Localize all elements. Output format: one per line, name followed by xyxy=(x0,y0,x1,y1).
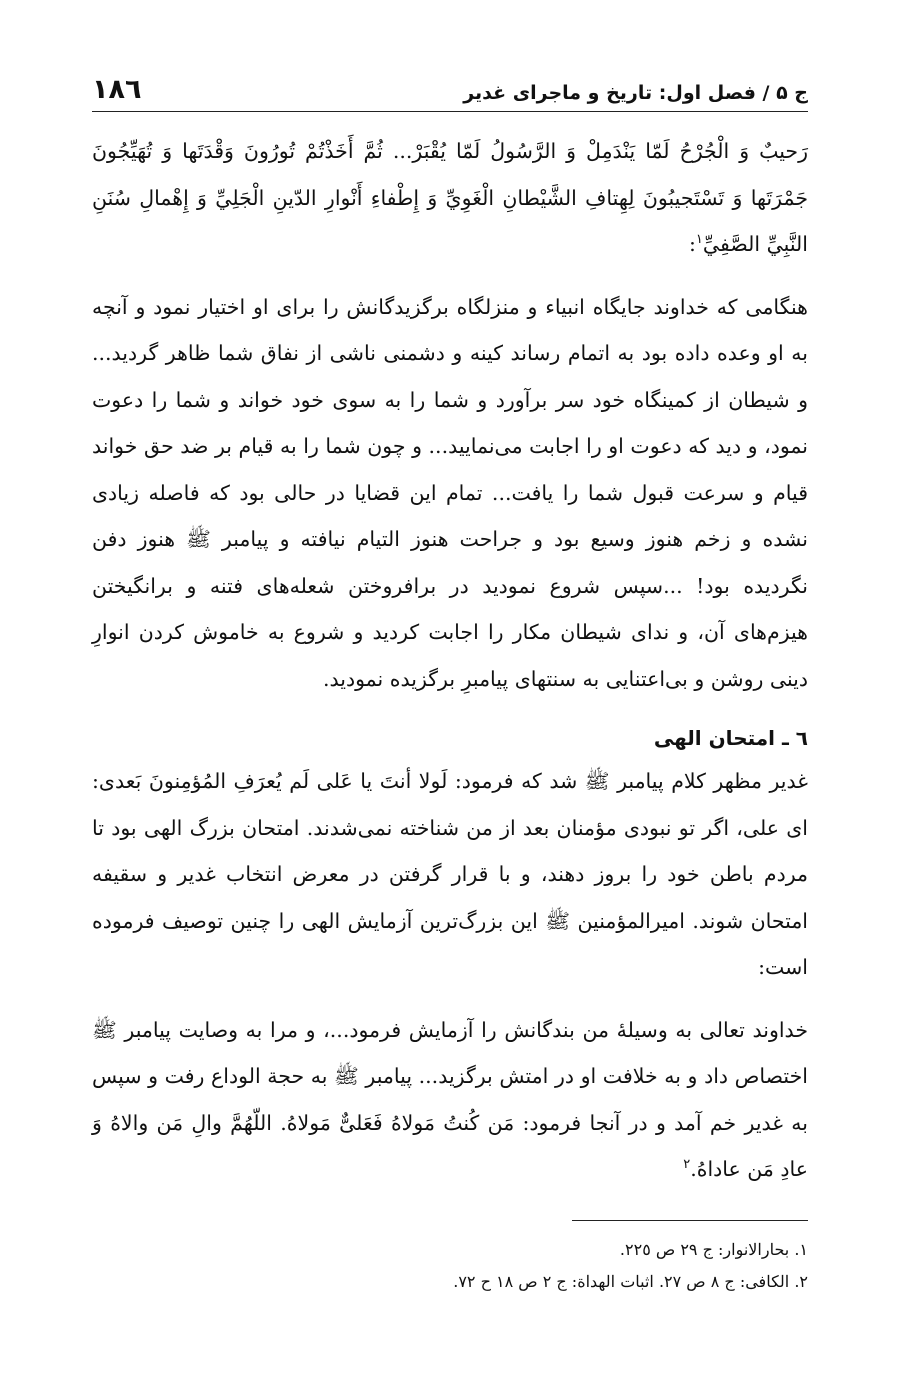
footnote-2: ٢. الکافی: ج ٨ ص ٢٧. اثبات الهداة: ج ٢ ص ١٨ ح ٧٢. xyxy=(453,1272,808,1291)
arabic-quote-text: رَحيبٌ وَ الْجُرْحُ لَمّا يَنْدَمِلْ وَ الرَّسُولُ لَمّا يُقْبَرْ... ثُمَّ أَخَذْتُمْ تُورُونَ وَقْدَتَها وَ تُهَيِّجُونَ جَمْرَتَها وَ تَسْتَجيبُونَ لِهِتافِ الشَّيْطانِ الْغَوِيِّ وَ إِطْفاءِ أَنْوارِ الدّينِ الْجَلِيِّ وَ إِهْمالِ سُنَنِ النَّبِيِّ الصَّفِيِّ xyxy=(92,139,808,256)
page-header xyxy=(92,68,808,112)
footnote-marker-2[interactable]: ٢ xyxy=(683,1157,691,1173)
page-number: ١٨٦ xyxy=(92,74,142,105)
paragraph-2: غدیر مظهر کلام پیامبر ﷺ شد که فرمود: لَولا أنتَ یا عَلی لَم یُعرَفِ المُؤمِنونَ بَعدی: ای علی، اگر تو نبودی مؤمنان بعد از من شناخته نمی‌شدند. امتحان بزرگ الهی بود تا مردم باطن خود را بروز دهند، و با قرار گرفتن در معرض انتخاب غدیر و سقیفه امتحان شوند. امیرالمؤمنین ﷺ این بزرگ‌ترین آزمایش الهی را چنین توصیف فرموده است: xyxy=(92,769,808,979)
footnote-divider xyxy=(572,1220,808,1221)
footnote-1: ١. بحارالانوار: ج ٢٩ ص ٢٢٥. xyxy=(619,1240,808,1259)
arabic-quote xyxy=(92,128,808,268)
running-title: ج ۵ / فصل اول: تاریخ و ماجرای غدیر xyxy=(463,82,808,104)
paragraph-3-text: خداوند تعالی به وسیلهٔ من بندگانش را آزمایش فرمود...، و مرا به وصایت پیامبر ﷺ اختصاص داد و به خلافت او در امتش برگزید... پیامبر ﷺ به حجة الوداع رفت و سپس به غدیر خم آمد و در آنجا فرمود: مَن کُنتُ مَولاهُ فَعَلیٌّ مَولاهُ. اللّهُمَّ والِ مَن والاهُ وَ عادِ مَن عاداهُ. xyxy=(92,1017,808,1181)
footnotes xyxy=(92,1234,808,1298)
arabic-quote-end: : xyxy=(689,232,696,256)
paragraph-3 xyxy=(92,1007,808,1193)
page-content xyxy=(92,128,808,1193)
footnote-marker-1[interactable]: ١ xyxy=(695,232,703,248)
section-title: ٦ ـ امتحان الهی xyxy=(653,726,808,750)
paragraph-1: هنگامی که خداوند جایگاه انبیاء و منزلگاه برگزیدگانش را برای او اختیار نمود و آنچه به او وعده داده بود به اتمام رساند کینه و دشمنی ناشی از نفاق شما ظاهر گردید... و شیطان از کمینگاه خود سر برآورد و شما را به سوی خود خواند و شما را دعوت نمود، و دید که دعوت او را اجابت می‌نمایید... و چون شما را به قیام بر ضد حق خواند قیام و سرعت قبول شما را یافت... تمام این قضایا در حالی بود که فاصله زیادی نشده و زخم هنوز وسیع بود و جراحت هنوز التیام نیافته و پیامبر ﷺ هنوز دفن نگردیده بود! ...سپس شروع نمودید در برافروختن شعله‌های فتنه و برانگیختن هیزم‌های آن، و ندای شیطان مکار را اجابت کردید و شروع به خاموش کردن انوارِ دینی روشن و بی‌اعتنایی به سنتهای پیامبرِ برگزیده نمودید. xyxy=(92,294,808,691)
